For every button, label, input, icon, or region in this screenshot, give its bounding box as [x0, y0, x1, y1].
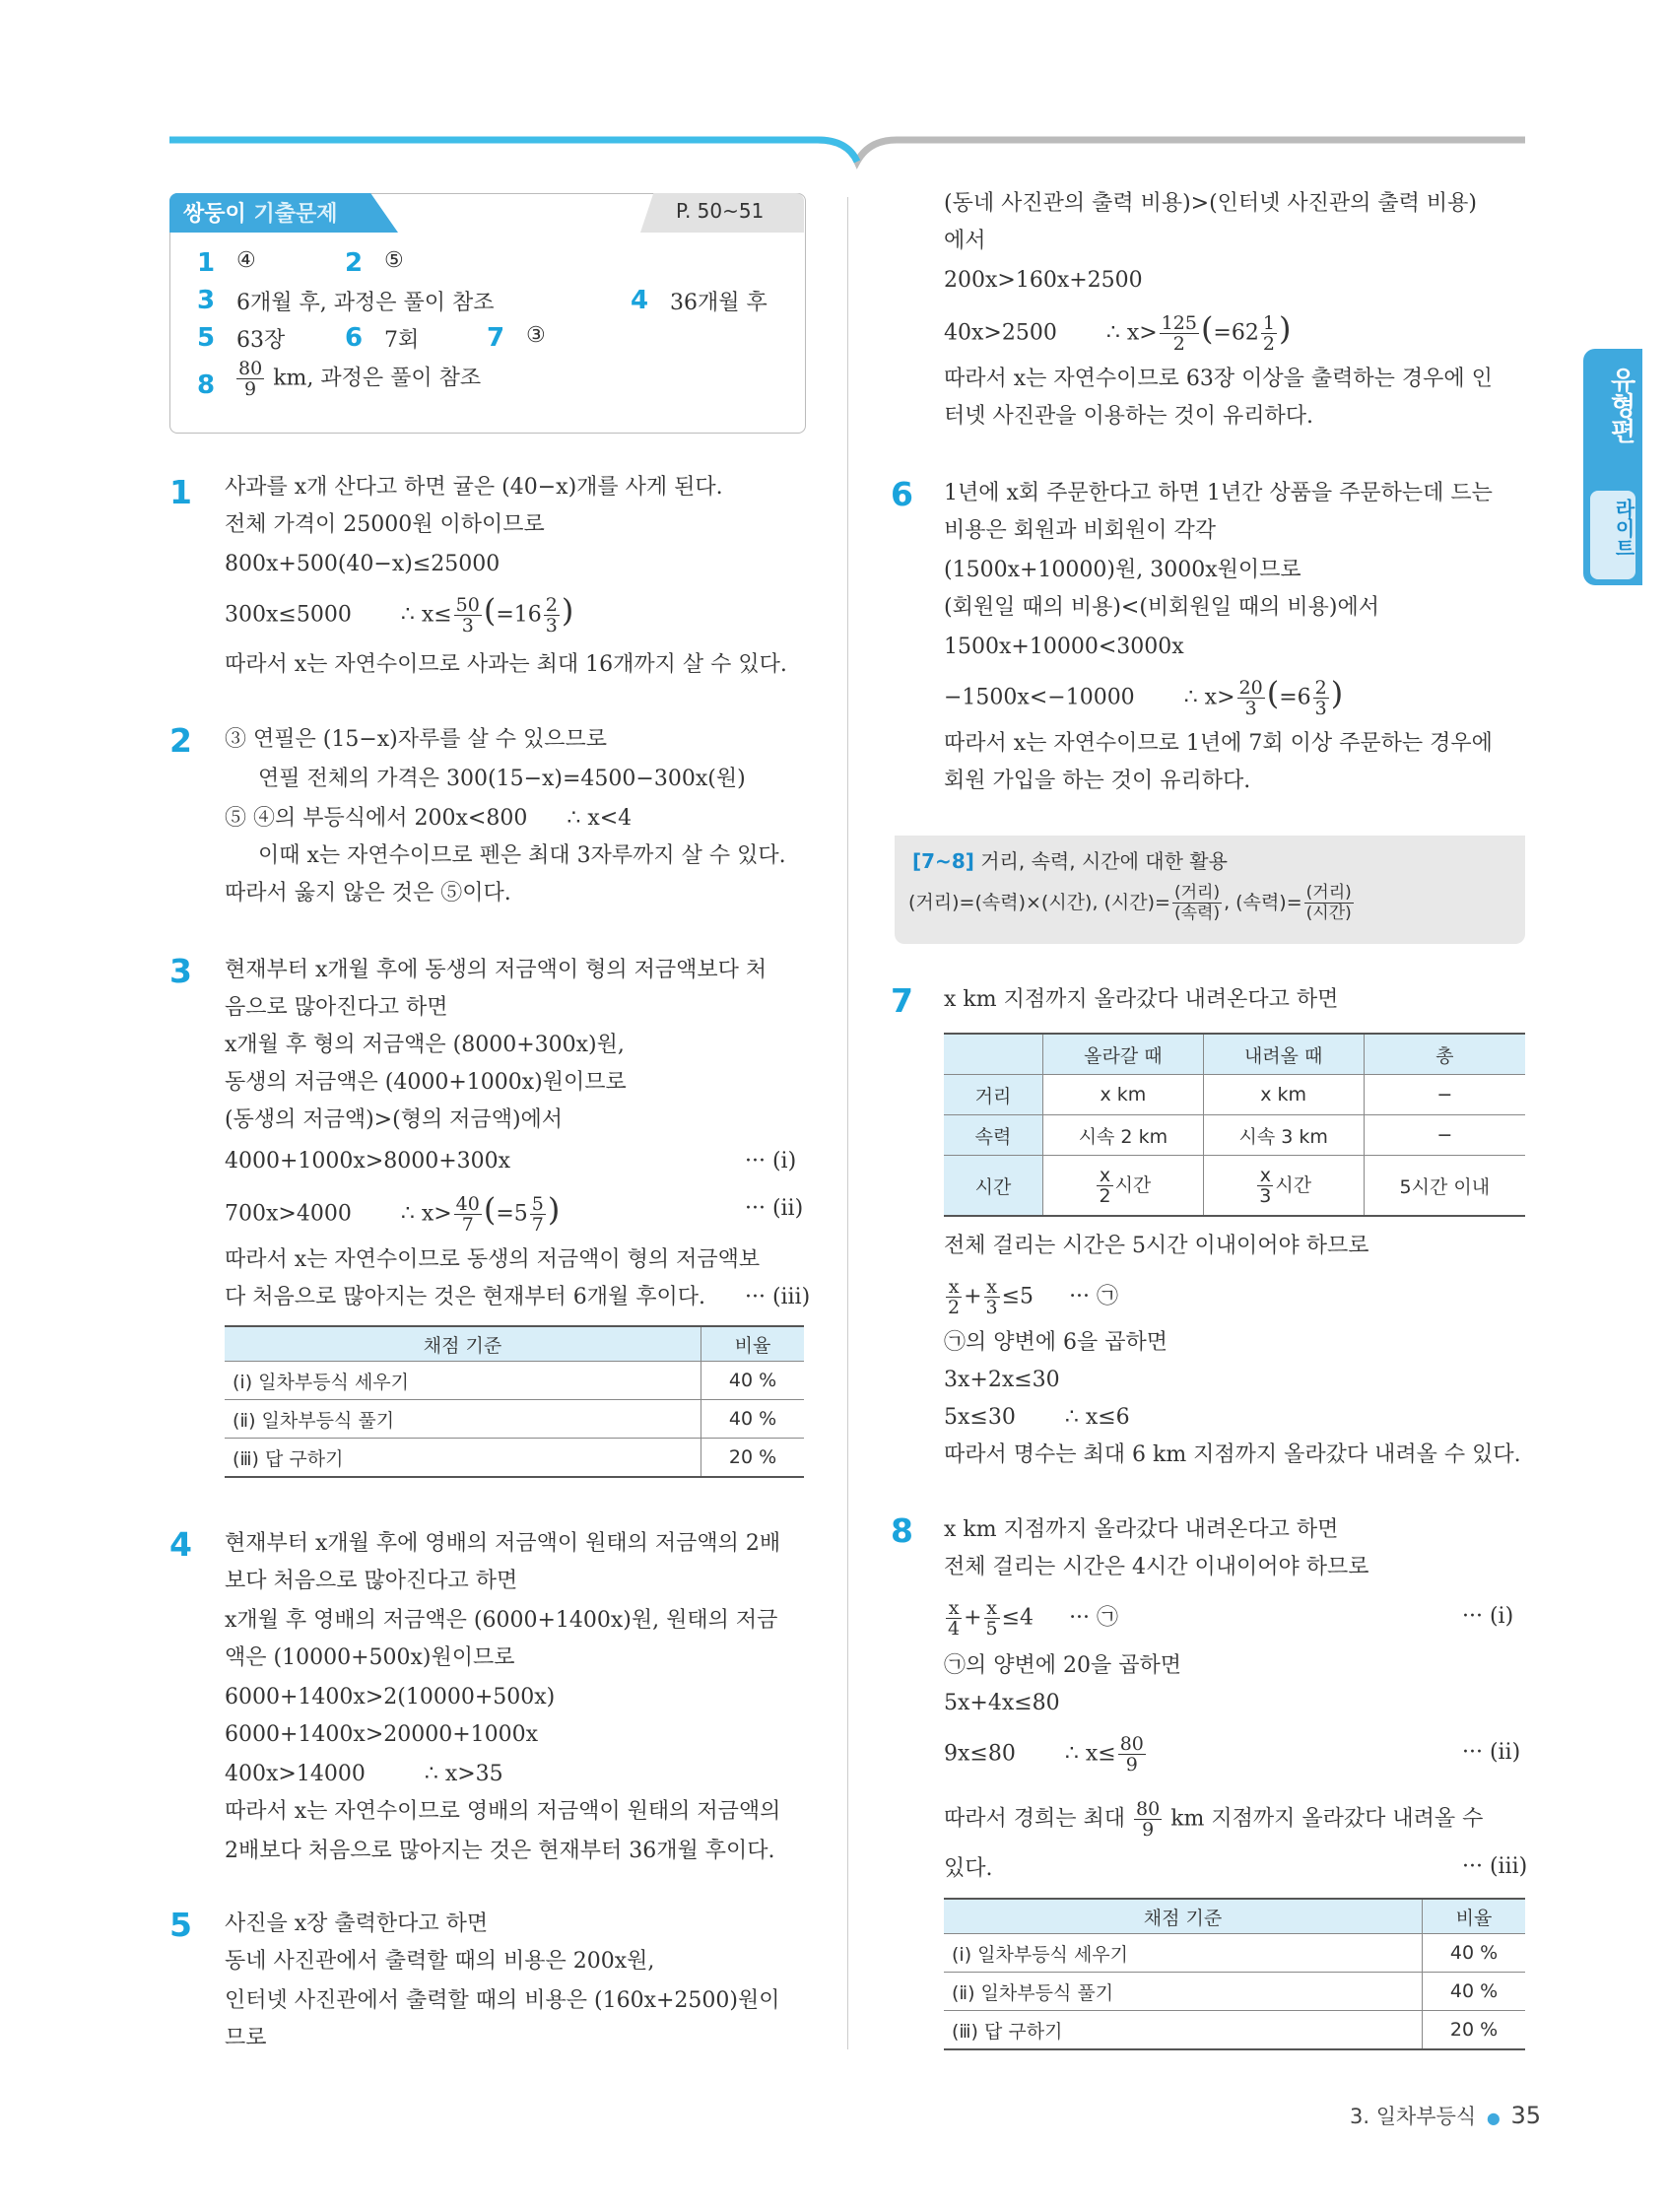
equation: 700x>4000 ∴ x> $\frac{40}{7}$ (=5 $\frac{5}{7}$ ): [225, 1190, 561, 1236]
table-row: (ⅱ) 일차부등식 풀기 40 %: [944, 1973, 1525, 2011]
step-marker: ··· (ⅰ): [745, 1149, 797, 1173]
answer-num: 7: [487, 323, 505, 353]
text-line: 사진을 x장 출력한다고 하면: [225, 1911, 489, 1936]
text-line: 따라서 x는 자연수이므로 63장 이상을 출력하는 경우에 인: [944, 367, 1493, 391]
answer-value: ④: [236, 248, 256, 273]
text-line: (회원일 때의 비용)<(비회원일 때의 비용)에서: [944, 595, 1380, 620]
equation: −1500x<−10000 ∴ x> $\frac{20}{3}$ (=6 $\frac{2}{3}$ ): [944, 674, 1344, 719]
score-header-ratio: 비율: [1423, 1899, 1526, 1934]
text-line: 따라서 x는 자연수이므로 영배의 저금액이 원태의 저금액의: [225, 1799, 781, 1824]
text-line: 따라서 x는 자연수이므로 사과는 최대 16개까지 살 수 있다.: [225, 652, 787, 677]
answer-num: 3: [197, 286, 216, 315]
text-line: (동생의 저금액)>(형의 저금액)에서: [225, 1107, 564, 1132]
table-row: 시간 $\frac{x}{2}$ 시간 $\frac{x}{3}$ 시간 5시간 이내: [944, 1156, 1525, 1217]
text-line: 에서: [944, 229, 986, 253]
equation: 200x>160x+2500: [944, 268, 1143, 293]
score-header-criterion: 채점 기준: [225, 1326, 701, 1362]
answer-num: 5: [197, 323, 216, 353]
problem-number: 8: [891, 1511, 913, 1550]
equation: 4000+1000x>8000+300x: [225, 1149, 511, 1173]
problem-number: 1: [169, 473, 192, 511]
step-marker: ··· (ⅰ): [1462, 1604, 1514, 1629]
text-line: 음으로 많아진다고 하면: [225, 995, 448, 1020]
column-divider: [847, 197, 848, 2049]
table-row: (ⅱ) 일차부등식 풀기 40 %: [225, 1400, 804, 1439]
text-line: 사과를 x개 산다고 하면 귤은 (40−x)개를 사게 된다.: [225, 475, 723, 500]
text-line: 2배보다 처음으로 많아지는 것은 현재부터 36개월 후이다.: [225, 1839, 775, 1863]
text-line: 이때 x는 자연수이므로 펜은 최대 3자루까지 살 수 있다.: [258, 843, 786, 868]
answer-num: 6: [345, 323, 364, 353]
scoring-table: [944, 1898, 1525, 2050]
text-line: 연필 전체의 가격은 300(15−x)=4500−300x(원): [258, 767, 746, 791]
answer-value: 7회: [384, 328, 420, 353]
text-line: 동네 사진관에서 출력할 때의 비용은 200x원,: [225, 1949, 655, 1974]
table-row: (ⅰ) 일차부등식 세우기 40 %: [225, 1362, 804, 1400]
text-line: 따라서 경희는 최대 $\frac{80}{9}$ km 지점까지 올라갔다 내려올 수: [944, 1798, 1484, 1841]
text-line: 따라서 명수는 최대 6 km 지점까지 올라갔다 내려올 수 있다.: [944, 1442, 1521, 1467]
text-line: x개월 후 영배의 저금액은 (6000+1400x)원, 원태의 저금: [225, 1608, 778, 1633]
side-tab-label-main: 유형편: [1606, 367, 1635, 443]
equation: 800x+500(40−x)≤25000: [225, 552, 500, 576]
tip-box-formula: (거리)=(속력)×(시간), (시간)= $\frac{\text{(거리)}}{\text{(속력)}}$ , (속력)= $\frac{\text{(거리)}}{\text{(시간)}}$: [908, 883, 1352, 923]
footer: [1350, 2101, 1541, 2130]
scoring-table: [225, 1325, 804, 1478]
text-line: ⑤ ④의 부등식에서 200x<800 ∴ x<4: [225, 806, 633, 831]
answer-num: 4: [631, 286, 649, 315]
step-marker: ··· (ⅲ): [1462, 1854, 1528, 1879]
text-line: 전체 걸리는 시간은 5시간 이내이어야 하므로: [944, 1234, 1369, 1258]
text-line: (동네 사진관의 출력 비용)>(인터넷 사진관의 출력 비용): [944, 191, 1478, 216]
text-line: 전체 걸리는 시간은 4시간 이내이어야 하므로: [944, 1555, 1369, 1579]
text-line: 므로: [225, 2026, 267, 2050]
text-line: 현재부터 x개월 후에 동생의 저금액이 형의 저금액보다 처: [225, 958, 767, 982]
distance-speed-time-table: 올라갈 때 내려올 때 총 거리 x km x km − 속력 시속 2 km 시속 3 km − 시간 $\frac{x}{2}$ 시간 $\frac{x}{3}$ 시간 5시간 이내: [944, 1033, 1525, 1217]
text-line: 다 처음으로 많아지는 것은 현재부터 6개월 후이다.: [225, 1285, 705, 1309]
equation: $\frac{x}{4}$ + $\frac{x}{5}$ ≤4 ··· ㉠: [948, 1597, 1119, 1640]
text-line: ③ 연필은 (15−x)자루를 살 수 있으므로: [225, 727, 607, 752]
answer-num: 1: [197, 248, 216, 278]
score-header-ratio: 비율: [701, 1326, 805, 1362]
table-row: 거리 x km x km −: [944, 1075, 1525, 1115]
answer-value: ⑤: [384, 248, 404, 273]
footer-dot: ●: [1486, 2109, 1501, 2127]
text-line: 동생의 저금액은 (4000+1000x)원이므로: [225, 1070, 627, 1095]
problem-number: 3: [169, 952, 192, 990]
answer-box-title: 쌍둥이 기출문제: [183, 202, 338, 227]
answer-value: km, 과정은 풀이 참조: [273, 366, 482, 391]
answer-num: 2: [345, 248, 364, 278]
text-line: ㉠의 양변에 20을 곱하면: [944, 1653, 1181, 1678]
equation: $\frac{x}{2}$ + $\frac{x}{3}$ ≤5 ··· ㉠: [948, 1276, 1119, 1318]
answer-value: 36개월 후: [670, 291, 767, 315]
equation: 1500x+10000<3000x: [944, 635, 1184, 659]
answer-value: ③: [526, 323, 546, 348]
equation: 400x>14000 ∴ x>35: [225, 1762, 503, 1786]
text-line: ㉠의 양변에 6을 곱하면: [944, 1330, 1168, 1355]
text-line: 회원 가입을 하는 것이 유리하다.: [944, 769, 1251, 793]
equation: 6000+1400x>2(10000+500x): [225, 1685, 556, 1709]
page-number: 35: [1510, 2102, 1542, 2129]
table-row: (ⅰ) 일차부등식 세우기 40 %: [944, 1934, 1525, 1973]
step-marker: ··· (ⅱ): [1462, 1740, 1521, 1765]
equation: 300x≤5000 ∴ x≤ $\frac{50}{3}$ (=16 $\frac{2}{3}$ ): [225, 591, 574, 637]
text-line: 1년에 x회 주문한다고 하면 1년간 상품을 주문하는데 드는: [944, 481, 1493, 505]
step-marker: ··· (ⅱ): [745, 1196, 804, 1221]
text-line: 있다.: [944, 1856, 993, 1881]
equation: 9x≤80 ∴ x≤ $\frac{80}{9}$: [944, 1733, 1144, 1776]
answer-box-pages: P. 50~51: [676, 199, 765, 223]
problem-number: 7: [891, 981, 913, 1020]
answer-num: 8: [197, 370, 216, 400]
fraction: $\frac{80}{9}$: [238, 358, 263, 400]
step-marker: ··· (ⅲ): [745, 1285, 811, 1309]
text-line: 비용은 회원과 비회원이 각각: [944, 518, 1217, 543]
text-line: 액은 (10000+500x)원이므로: [225, 1645, 515, 1670]
problem-number: 2: [169, 721, 192, 760]
answer-value: 63장: [236, 328, 286, 353]
equation: 6000+1400x>20000+1000x: [225, 1722, 539, 1747]
equation: 5x+4x≤80: [944, 1691, 1060, 1715]
side-tab-label-sub: 라이트: [1612, 499, 1635, 558]
equation: 5x≤30 ∴ x≤6: [944, 1405, 1130, 1430]
text-line: x km 지점까지 올라갔다 내려온다고 하면: [944, 987, 1339, 1012]
text-line: x개월 후 형의 저금액은 (8000+300x)원,: [225, 1033, 625, 1057]
equation: 3x+2x≤30: [944, 1368, 1060, 1392]
top-banner: [167, 132, 1527, 171]
table-row: (ⅲ) 답 구하기 20 %: [944, 2011, 1525, 2050]
tip-box-title: [7~8] 거리, 속력, 시간에 대한 활용: [912, 849, 1228, 873]
text-line: 따라서 x는 자연수이므로 동생의 저금액이 형의 저금액보: [225, 1247, 761, 1272]
problem-number: 4: [169, 1525, 192, 1564]
text-line: x km 지점까지 올라갔다 내려온다고 하면: [944, 1517, 1339, 1542]
table-row: 속력 시속 2 km 시속 3 km −: [944, 1115, 1525, 1156]
text-line: 따라서 옳지 않은 것은 ⑤이다.: [225, 881, 511, 905]
text-line: 인터넷 사진관에서 출력할 때의 비용은 (160x+2500)원이: [225, 1988, 780, 2013]
text-line: (1500x+10000)원, 3000x원이므로: [944, 558, 1301, 582]
table-row: (ⅲ) 답 구하기 20 %: [225, 1439, 804, 1478]
text-line: 터넷 사진관을 이용하는 것이 유리하다.: [944, 404, 1313, 429]
equation: 40x>2500 ∴ x> $\frac{125}{2}$ (=62 $\frac{1}{2}$ ): [944, 309, 1292, 355]
text-line: 전체 가격이 25000원 이하이므로: [225, 512, 545, 537]
answer-value: 6개월 후, 과정은 풀이 참조: [236, 291, 495, 315]
score-header-criterion: 채점 기준: [944, 1899, 1423, 1934]
problem-number: 6: [891, 475, 913, 513]
chapter-title: 3. 일차부등식: [1350, 2105, 1477, 2128]
text-line: 현재부터 x개월 후에 영배의 저금액이 원태의 저금액의 2배: [225, 1531, 781, 1556]
text-line: 보다 처음으로 많아진다고 하면: [225, 1569, 518, 1593]
text-line: 따라서 x는 자연수이므로 1년에 7회 이상 주문하는 경우에: [944, 731, 1493, 756]
problem-number: 5: [169, 1906, 192, 1944]
